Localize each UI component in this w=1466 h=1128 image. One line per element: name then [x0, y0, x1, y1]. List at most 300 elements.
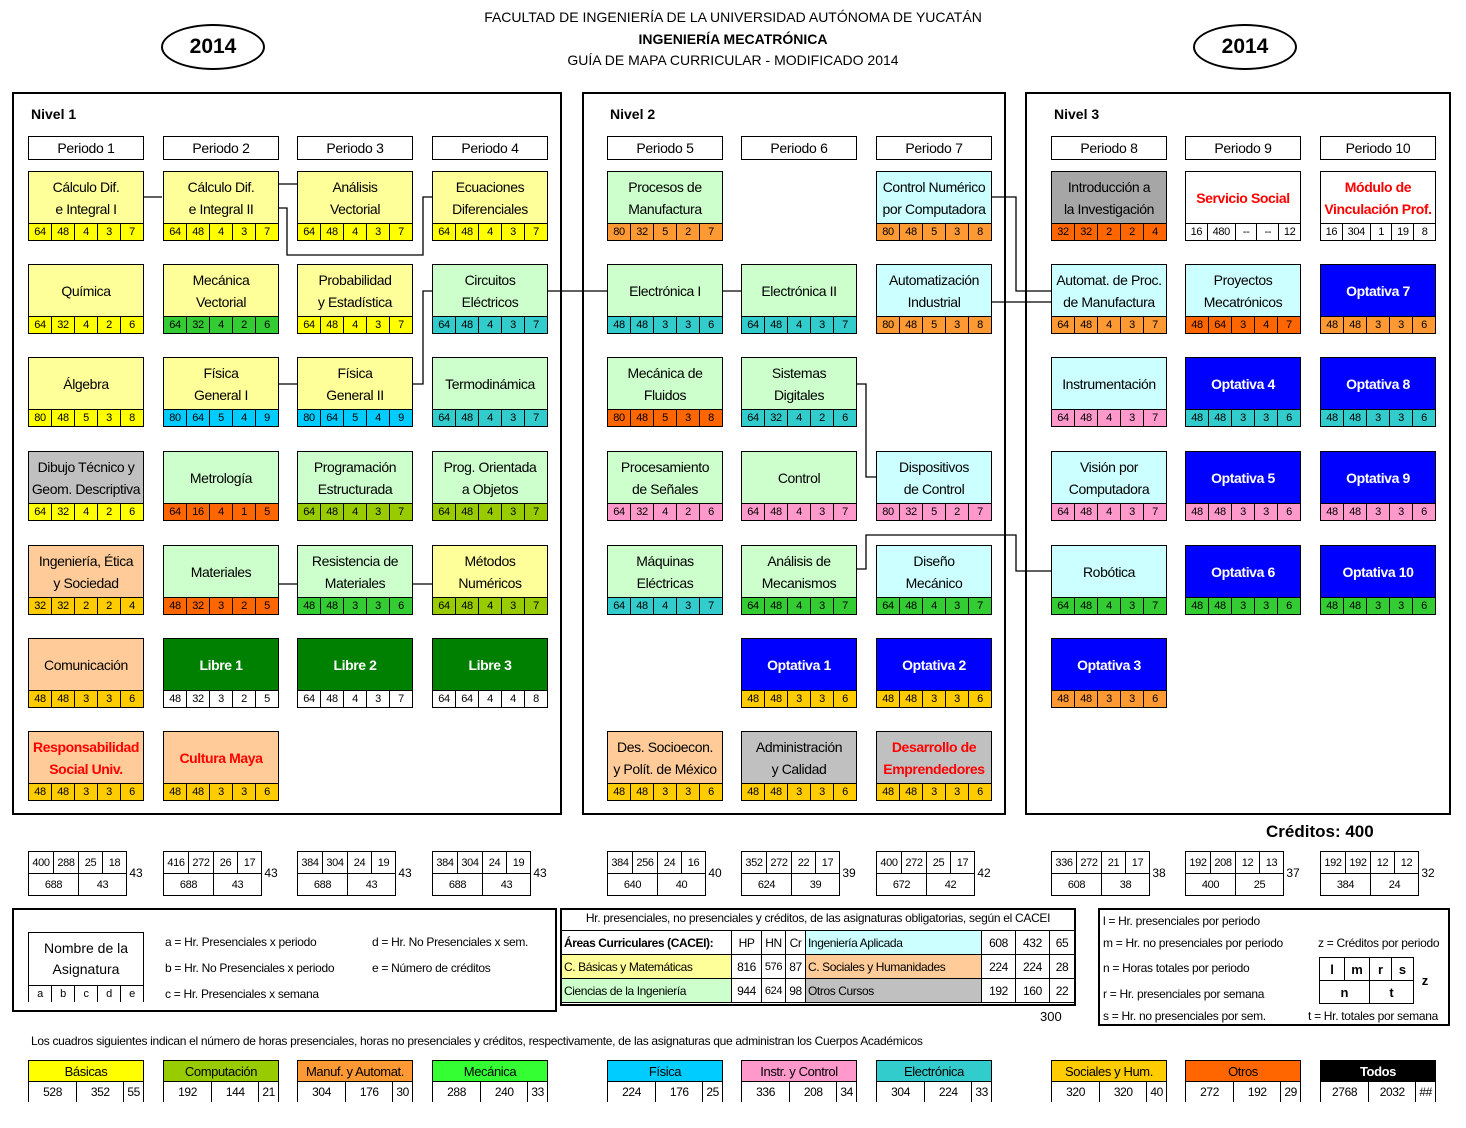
course-hours-cell: 48 — [455, 224, 478, 240]
period-totals-4 — [432, 851, 548, 895]
course-hours-cell: 48 — [320, 504, 343, 520]
period-header-7: Periodo 7 — [876, 136, 992, 160]
totals-t: 43 — [483, 874, 531, 896]
course-hours-cell: 4 — [478, 224, 501, 240]
course-hours-cell: 48 — [630, 317, 653, 333]
totals-n: 688 — [29, 874, 79, 896]
course-hours-cell: 48 — [320, 317, 343, 333]
course-hours-cell: 4 — [1097, 317, 1120, 333]
category-value: 320 — [1066, 1085, 1085, 1099]
period-header-8: Periodo 8 — [1051, 136, 1167, 160]
course-hours-cell: 6 — [255, 317, 278, 333]
course-hours-cell: 6 — [389, 598, 412, 614]
course-hours-cell: 3 — [1231, 317, 1254, 333]
totals-s: 17 — [951, 852, 975, 874]
cacei-cell: 28 — [1049, 955, 1074, 979]
course-name: Física General I — [194, 364, 248, 403]
course-hours-cell: 48 — [51, 691, 74, 707]
course-hours-cell: 3 — [810, 598, 833, 614]
legend2-grid-n: n — [1320, 981, 1370, 1004]
course-name: Optativa 1 — [767, 656, 831, 673]
course-hours-cell: 6 — [699, 504, 722, 520]
totals-r: 24 — [658, 852, 682, 874]
category-value: 240 — [480, 1082, 527, 1102]
course-hours-cell: 80 — [882, 506, 894, 518]
period-totals-6 — [741, 851, 857, 895]
course-hours-cell: 9 — [389, 410, 412, 426]
course-hours-cell: 48 — [630, 784, 653, 800]
totals-t: 42 — [927, 874, 975, 896]
course-hours-cell: 48 — [1208, 504, 1231, 520]
course-hours-cell: 2 — [232, 691, 255, 707]
category-value: 528 — [43, 1085, 62, 1099]
course-hours-cell: 3 — [1120, 317, 1143, 333]
category-box — [28, 1060, 144, 1102]
legend2-grid-s: s — [1392, 958, 1414, 981]
course-hours-cell: 5 — [255, 691, 278, 707]
category-value: 304 — [312, 1085, 331, 1099]
course-name: Cálculo Dif. e Integral I — [52, 178, 120, 217]
course-hours-cell: 6 — [120, 504, 143, 520]
course-hours-cell: 3 — [810, 504, 833, 520]
period-totals-10 — [1320, 851, 1436, 895]
course-hours-cell: 7 — [524, 224, 547, 240]
course-name: Módulo de Vinculación Prof. — [1324, 178, 1432, 217]
course-hours-cell: 3 — [1120, 691, 1143, 707]
totals-m: 304 — [458, 852, 483, 874]
category-box — [741, 1060, 857, 1102]
year-badge-right: 2014 — [1193, 24, 1297, 70]
link-calc2-ecuaciones — [278, 197, 432, 255]
course-name: Electrónica II — [761, 282, 837, 299]
course-hours-cell: 64 — [613, 506, 625, 518]
legend2-grid-r: r — [1370, 958, 1392, 981]
cacei-cell: 224 — [1015, 955, 1049, 979]
legend2-grid-m: m — [1345, 958, 1370, 981]
course-hours-cell: 3 — [1254, 598, 1277, 614]
course-hours-cell: 80 — [882, 226, 894, 238]
category-value: 336 — [756, 1085, 775, 1099]
totals-l: 384 — [298, 852, 323, 874]
totals-s: 17 — [1126, 852, 1150, 874]
course-hours-cell: 7 — [255, 224, 278, 240]
category-box — [432, 1060, 548, 1102]
category-name: Computación — [164, 1061, 278, 1082]
course-name: Des. Socioecon. y Polít. de México — [613, 738, 717, 777]
course-hours-cell: 48 — [1326, 600, 1338, 612]
course-hours-cell: 4 — [343, 224, 366, 240]
course-hours-cell: 3 — [676, 317, 699, 333]
legend2-r: r = Hr. presenciales por semana — [1103, 987, 1265, 1001]
course-hours-cell: 64 — [303, 319, 315, 331]
course-hours-cell: 48 — [747, 786, 759, 798]
cacei-ciencias: Ciencias de la Ingeniería — [562, 979, 732, 1003]
course-hours-cell: 2 — [97, 504, 120, 520]
course-hours-cell: 64 — [169, 319, 181, 331]
course-hours-cell: 3 — [810, 691, 833, 707]
totals-l: 352 — [742, 852, 767, 874]
course-hours-cell: 7 — [968, 504, 991, 520]
totals-s: 13 — [1260, 852, 1284, 874]
nivel-1-label: Nivel 1 — [31, 106, 77, 122]
course-hours-cell: 4 — [787, 504, 810, 520]
legend-letters-row — [29, 985, 143, 1002]
course-hours-cell: 48 — [51, 784, 74, 800]
course-hours-cell: 3 — [922, 784, 945, 800]
course-hours-cell: 64 — [613, 600, 625, 612]
course-hours-cell: 48 — [630, 410, 653, 426]
course-name: Materiales — [190, 563, 252, 580]
course-hours-cell: 16 — [1190, 226, 1203, 238]
course-hours-cell: 3 — [501, 317, 524, 333]
totals-z: 32 — [1421, 866, 1435, 880]
course-hours-cell: 4 — [120, 598, 143, 614]
course-hours-cell: 3 — [810, 784, 833, 800]
totals-s: 18 — [103, 852, 127, 874]
category-value: 304 — [891, 1085, 910, 1099]
nivel-3-label: Nivel 3 — [1054, 106, 1100, 122]
legend2-grid-z: z — [1421, 972, 1429, 988]
course-hours-cell: 32 — [630, 224, 653, 240]
course-hours-cell: 80 — [303, 412, 315, 424]
nivel-2-label: Nivel 2 — [610, 106, 656, 122]
course-name: Optativa 2 — [902, 656, 966, 673]
course-hours-cell: 32 — [1074, 224, 1097, 240]
course-hours-cell: 7 — [389, 504, 412, 520]
course-hours-cell: 32 — [34, 600, 46, 612]
category-value: 224 — [924, 1082, 971, 1102]
course-name: Optativa 9 — [1346, 469, 1410, 486]
totals-r: 24 — [348, 852, 372, 874]
legend-b: b = Hr. No Presenciales x periodo — [165, 961, 335, 975]
course-hours-cell: 12 — [1278, 224, 1300, 240]
course-hours-cell: 48 — [1191, 600, 1203, 612]
course-hours-cell: 3 — [676, 784, 699, 800]
totals-z: 38 — [1152, 866, 1166, 880]
cacei-cell: 224 — [982, 955, 1016, 979]
course-hours-cell: 64 — [186, 410, 209, 426]
course-hours-cell: 48 — [747, 693, 759, 705]
course-hours-cell: 48 — [1343, 410, 1366, 426]
course-hours-cell: 48 — [764, 691, 787, 707]
totals-t: 43 — [214, 874, 262, 896]
category-value: 144 — [211, 1082, 258, 1102]
course-hours-cell: 5 — [922, 317, 945, 333]
course-hours-cell: 32 — [630, 504, 653, 520]
course-hours-cell: 2 — [97, 598, 120, 614]
course-hours-cell: 32 — [764, 410, 787, 426]
course-hours-cell: 48 — [899, 317, 922, 333]
totals-t: 43 — [79, 874, 127, 896]
totals-n: 688 — [164, 874, 214, 896]
course-name: Diseño Mecánico — [905, 552, 963, 591]
legend2-z: z = Créditos por periodo — [1318, 936, 1440, 950]
course-hours-cell: 6 — [120, 317, 143, 333]
course-hours-cell: 3 — [1254, 410, 1277, 426]
period-header-5: Periodo 5 — [607, 136, 723, 160]
course-hours-cell: 6 — [1412, 410, 1435, 426]
course-name: Automat. de Proc. de Manufactura — [1056, 271, 1162, 310]
course-hours-cell: 48 — [169, 600, 181, 612]
course-hours-cell: 4 — [209, 504, 232, 520]
course-hours-cell: 48 — [1074, 691, 1097, 707]
course-hours-cell: 48 — [455, 598, 478, 614]
course-hours-cell: 3 — [209, 691, 232, 707]
category-name: Sociales y Hum. — [1052, 1061, 1166, 1082]
category-value: 224 — [622, 1085, 641, 1099]
course-hours-cell: 3 — [945, 784, 968, 800]
course-hours-cell: 64 — [320, 410, 343, 426]
legend-course-sample — [28, 932, 144, 1002]
course-hours-cell: 3 — [366, 691, 389, 707]
course-hours-cell: 2 — [945, 504, 968, 520]
category-value: 192 — [1233, 1082, 1280, 1102]
course-hours-cell: 4 — [343, 691, 366, 707]
course-name: Mecánica de Fluidos — [627, 364, 703, 403]
total-credits: Créditos: 400 — [1266, 822, 1374, 841]
totals-m: 272 — [767, 852, 792, 874]
legend-letter: a — [37, 988, 43, 1000]
course-hours-cell: 32 — [51, 598, 74, 614]
course-name: Servicio Social — [1196, 189, 1290, 206]
course-hours-cell: -- — [1235, 224, 1257, 240]
cacei-cell: 87 — [786, 955, 806, 979]
course-hours-cell: 7 — [968, 598, 991, 614]
course-hours-cell: 7 — [389, 224, 412, 240]
course-name: Electrónica I — [629, 282, 701, 299]
course-hours-cell: 64 — [747, 600, 759, 612]
legend2-t: t = Hr. totales por semana — [1308, 1009, 1438, 1023]
totals-n: 608 — [1052, 874, 1102, 896]
course-hours-cell: 8 — [1413, 224, 1435, 240]
course-hours-cell: 48 — [303, 600, 315, 612]
course-hours-cell: 4 — [478, 691, 501, 707]
course-hours-cell: 7 — [524, 317, 547, 333]
course-hours-cell: 3 — [232, 224, 255, 240]
totals-r: 26 — [214, 852, 238, 874]
course-name: Métodos Numéricos — [458, 552, 522, 591]
category-value: 208 — [789, 1082, 836, 1102]
course-hours-cell: 2 — [74, 598, 97, 614]
course-hours-cell: 48 — [882, 693, 894, 705]
course-hours-cell: 48 — [1074, 317, 1097, 333]
totals-z: 43 — [129, 866, 143, 880]
program-title: INGENIERÍA MECATRÓNICA — [638, 31, 828, 47]
legend-d: d = Hr. No Presenciales x sem. — [372, 935, 529, 949]
category-value: 2768 — [1332, 1085, 1358, 1099]
course-hours-cell: 6 — [1277, 410, 1300, 426]
course-hours-cell: -- — [1256, 224, 1278, 240]
link-fisica2-circuitos — [413, 291, 432, 384]
course-name: Sistemas Digitales — [771, 364, 827, 403]
course-hours-cell: 7 — [833, 598, 856, 614]
course-hours-cell: 7 — [120, 224, 143, 240]
course-hours-cell: 6 — [1277, 598, 1300, 614]
course-hours-cell: 7 — [1143, 410, 1166, 426]
course-hours-cell: 4 — [209, 224, 232, 240]
course-hours-cell: 3 — [1231, 504, 1254, 520]
course-hours-cell: 2 — [810, 410, 833, 426]
legend2-grid — [1319, 957, 1435, 1003]
course-hours-cell: 4 — [478, 504, 501, 520]
category-name: Mecánica — [433, 1061, 547, 1082]
course-hours-cell: 3 — [74, 784, 97, 800]
course-hours-cell: 6 — [120, 784, 143, 800]
course-hours-cell: 48 — [1208, 410, 1231, 426]
cacei-head-areas: Áreas Curriculares (CACEI): — [562, 931, 732, 955]
category-value: 176 — [345, 1082, 392, 1102]
totals-m: 272 — [189, 852, 214, 874]
course-hours-cell: 6 — [833, 410, 856, 426]
category-box — [1185, 1060, 1301, 1102]
course-hours-cell: 6 — [255, 784, 278, 800]
course-hours-cell: 4 — [787, 317, 810, 333]
course-name: Circuitos Eléctricos — [461, 271, 519, 310]
period-totals-5 — [607, 851, 723, 895]
course-hours-cell: 2 — [1120, 224, 1143, 240]
link-sistemas-dispositivos — [857, 384, 876, 477]
course-hours-cell: 64 — [303, 506, 315, 518]
course-hours-cell: 48 — [882, 786, 894, 798]
totals-n: 624 — [742, 874, 792, 896]
course-hours-cell: 4 — [653, 504, 676, 520]
category-box — [876, 1060, 992, 1102]
course-hours-cell: 6 — [833, 691, 856, 707]
course-hours-cell: 3 — [1389, 317, 1412, 333]
course-hours-cell: 3 — [97, 224, 120, 240]
course-name: Automatización Industrial — [888, 271, 980, 310]
totals-l: 416 — [164, 852, 189, 874]
course-hours-cell: 64 — [1057, 600, 1069, 612]
category-name: Electrónica — [877, 1061, 991, 1082]
totals-r: 24 — [483, 852, 507, 874]
course-hours-cell: 48 — [1326, 506, 1338, 518]
cacei-title: Hr. presenciales, no presenciales y créditos, de las asignaturas obligatorias, según el CACEI — [585, 911, 1051, 925]
course-hours-cell: 48 — [320, 598, 343, 614]
category-value: 352 — [76, 1082, 123, 1102]
period-totals-9 — [1185, 851, 1301, 895]
course-hours-cell: 80 — [613, 226, 625, 238]
course-hours-cell: 48 — [1343, 317, 1366, 333]
course-hours-cell: 32 — [899, 504, 922, 520]
course-hours-cell: 3 — [922, 691, 945, 707]
course-hours-cell: 64 — [303, 226, 315, 238]
category-value: 2032 — [1368, 1082, 1415, 1102]
course-hours-cell: 7 — [524, 504, 547, 520]
course-hours-cell: 32 — [186, 598, 209, 614]
course-name: Comunicación — [44, 656, 128, 673]
course-hours-cell: 6 — [1412, 598, 1435, 614]
category-value: 34 — [836, 1082, 856, 1102]
cacei-cell: 608 — [982, 931, 1016, 955]
course-name: Optativa 3 — [1077, 656, 1141, 673]
course-name: Ingeniería, Ética y Sociedad — [38, 552, 134, 591]
course-hours-cell: 7 — [833, 317, 856, 333]
course-hours-cell: 48 — [764, 784, 787, 800]
course-name: Química — [61, 282, 111, 299]
course-hours-cell: 3 — [501, 224, 524, 240]
legend2-grid-l: l — [1320, 958, 1345, 981]
course-name: Dibujo Técnico y Geom. Descriptiva — [31, 458, 141, 497]
totals-z: 42 — [977, 866, 991, 880]
course-hours-cell: 32 — [51, 504, 74, 520]
totals-s: 19 — [507, 852, 531, 874]
course-hours-cell: 48 — [455, 317, 478, 333]
course-hours-cell: 8 — [968, 224, 991, 240]
course-hours-cell: 3 — [787, 691, 810, 707]
course-hours-cell: 3 — [1366, 317, 1389, 333]
course-name: Libre 2 — [333, 656, 377, 673]
totals-n: 640 — [608, 874, 658, 896]
cacei-cell: 98 — [786, 979, 806, 1003]
course-hours-cell: 7 — [1143, 598, 1166, 614]
course-hours-cell: 3 — [501, 504, 524, 520]
totals-z: 43 — [533, 866, 547, 880]
totals-t: 38 — [1102, 874, 1150, 896]
cacei-cell: 576 — [762, 955, 786, 979]
cacei-cell: 160 — [1015, 979, 1049, 1003]
course-hours-cell: 4 — [343, 317, 366, 333]
course-hours-cell: 4 — [366, 410, 389, 426]
period-totals-1 — [28, 851, 144, 895]
legend2-m: m = Hr. no presenciales por periodo — [1103, 936, 1283, 950]
course-hours-cell: 4 — [74, 317, 97, 333]
course-name: Responsabilidad Social Univ. — [32, 738, 140, 777]
course-hours-cell: 64 — [169, 226, 181, 238]
course-hours-cell: 32 — [51, 317, 74, 333]
course-hours-cell: 80 — [34, 412, 46, 424]
legend-letter: d — [97, 986, 120, 1002]
course-hours-cell: 5 — [922, 224, 945, 240]
category-value: 192 — [178, 1085, 197, 1099]
legend2-s: s = Hr. no presenciales por sem. — [1103, 1009, 1266, 1023]
cacei-head-hn: HN — [762, 931, 786, 955]
cacei-head-hp: HP — [732, 931, 762, 955]
period-totals-8 — [1051, 851, 1167, 895]
course-name: Optativa 10 — [1342, 563, 1414, 580]
totals-t: 43 — [348, 874, 396, 896]
legend-course-name: Nombre de la Asignatura — [43, 940, 129, 977]
course-hours-cell: 3 — [1231, 598, 1254, 614]
course-hours-cell: 48 — [899, 598, 922, 614]
course-hours-cell: 3 — [1366, 504, 1389, 520]
course-name: Optativa 4 — [1211, 375, 1275, 392]
course-hours-cell: 48 — [51, 410, 74, 426]
course-hours-cell: 4 — [74, 224, 97, 240]
category-box — [1051, 1060, 1167, 1102]
course-hours-cell: 48 — [34, 693, 46, 705]
totals-n: 384 — [1321, 874, 1371, 896]
course-name: Optativa 7 — [1346, 282, 1410, 299]
course-hours-cell: 7 — [699, 598, 722, 614]
course-hours-cell: 3 — [1389, 598, 1412, 614]
category-box — [607, 1060, 723, 1102]
course-hours-cell: 6 — [833, 784, 856, 800]
category-box — [1320, 1060, 1436, 1102]
course-hours-cell: 48 — [320, 691, 343, 707]
totals-r: 21 — [1102, 852, 1126, 874]
cacei-ing-aplicada: Ingeniería Aplicada — [806, 931, 982, 955]
totals-s: 12 — [1395, 852, 1419, 874]
course-hours-cell: 1 — [1370, 224, 1392, 240]
course-name: Instrumentación — [1062, 375, 1156, 392]
course-hours-cell: 2 — [232, 598, 255, 614]
totals-t: 25 — [1236, 874, 1284, 896]
course-name: Desarrollo de Emprendedores — [883, 738, 985, 777]
legend-letter: b — [51, 986, 74, 1002]
totals-n: 672 — [877, 874, 927, 896]
period-totals-3 — [297, 851, 413, 895]
